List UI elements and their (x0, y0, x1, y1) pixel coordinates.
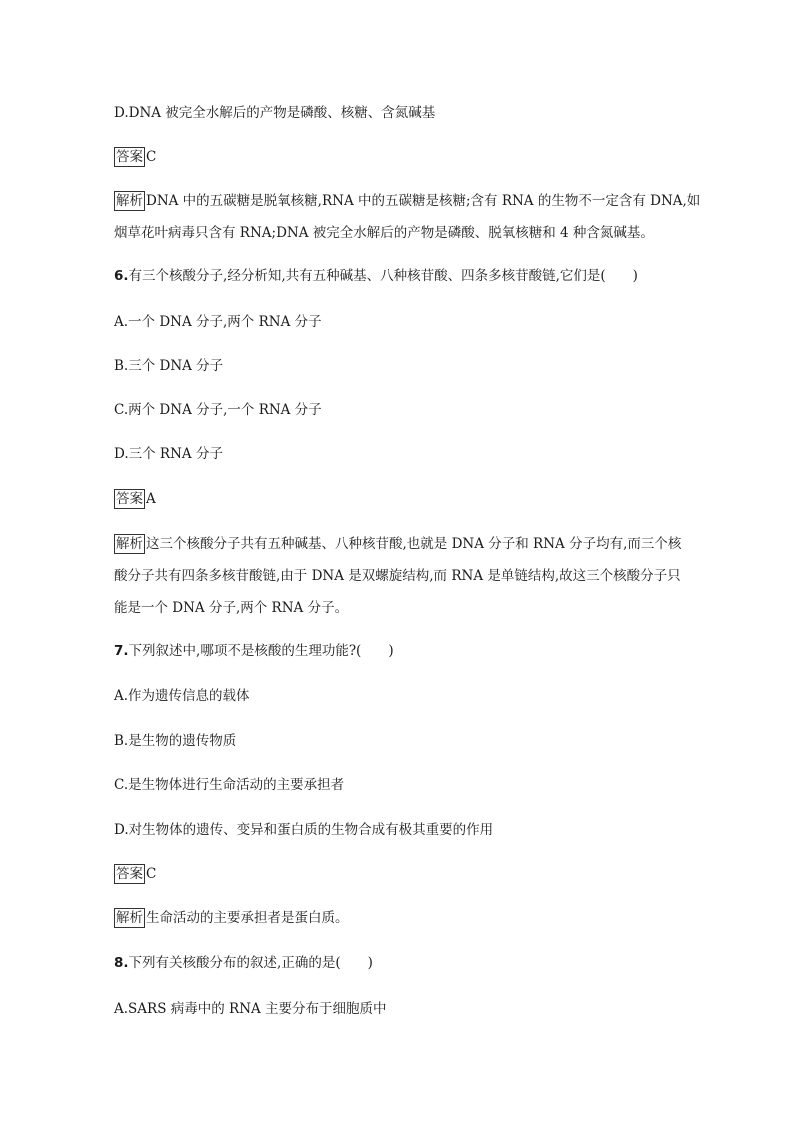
q6-analysis-text-1: 这三个核酸分子共有五种碱基、八种核苷酸,也就是 DNA 分子和 RNA 分子均有,而三个核 (146, 536, 682, 552)
q8-number: 8. (114, 955, 129, 971)
q7-option-a: A.作为遗传信息的载体 (114, 688, 250, 704)
q7-stem: 下列叙述中,哪项不是核酸的生理功能?( ) (128, 643, 394, 659)
q5-answer-line (114, 147, 156, 167)
q6-option-b: B.三个 DNA 分子 (114, 358, 224, 374)
q7-option-d: D.对生物体的遗传、变异和蛋白质的生物合成有极其重要的作用 (114, 822, 494, 838)
answer-tag: 答案 (116, 866, 143, 882)
q7-analysis-text-1: 生命活动的主要承担者是蛋白质。 (146, 910, 349, 926)
q7-analysis-line-1 (114, 908, 349, 928)
q7-stem-line (114, 641, 394, 661)
q5-option-d: D.DNA 被完全水解后的产物是磷酸、核糖、含氮碱基 (114, 105, 436, 121)
q7-answer: C (146, 866, 157, 882)
q6-option-a: A.一个 DNA 分子,两个 RNA 分子 (114, 314, 322, 330)
q6-option-c: C.两个 DNA 分子,一个 RNA 分子 (114, 402, 322, 418)
q6-analysis-line-2: 酸分子共有四条多核苷酸链,由于 DNA 是双螺旋结构,而 RNA 是单链结构,故这三个核酸分子只 (114, 568, 681, 584)
q8-stem: 下列有关核酸分布的叙述,正确的是( ) (128, 955, 373, 971)
q6-stem: 有三个核酸分子,经分析知,共有五种碱基、八种核苷酸、四条多核苷酸链,它们是( ) (128, 268, 638, 284)
q7-number: 7. (114, 643, 129, 659)
analysis-tag: 解析 (116, 536, 143, 552)
q7-option-c: C.是生物体进行生命活动的主要承担者 (114, 777, 345, 793)
q5-analysis-line-1 (114, 191, 700, 211)
q5-analysis-line-2: 烟草花叶病毒只含有 RNA;DNA 被完全水解后的产物是磷酸、脱氧核糖和 4 种含氮碱基。 (114, 225, 654, 241)
q7-answer-line (114, 864, 156, 884)
q6-answer-line (114, 489, 156, 509)
q6-analysis-line-1 (114, 534, 681, 554)
q6-analysis-line-3: 能是一个 DNA 分子,两个 RNA 分子。 (114, 600, 349, 616)
q8-stem-line (114, 953, 373, 973)
answer-tag: 答案 (116, 491, 143, 507)
q7-option-b: B.是生物的遗传物质 (114, 733, 237, 749)
analysis-tag: 解析 (116, 910, 143, 926)
q5-analysis-text-1: DNA 中的五碳糖是脱氧核糖,RNA 中的五碳糖是核糖;含有 RNA 的生物不一定含有 DNA,如 (146, 193, 701, 209)
q5-answer: C (146, 149, 157, 165)
q6-stem-line (114, 266, 638, 286)
q8-option-a: A.SARS 病毒中的 RNA 主要分布于细胞质中 (114, 1001, 387, 1017)
q6-option-d: D.三个 RNA 分子 (114, 446, 223, 462)
analysis-tag: 解析 (116, 193, 143, 209)
q6-number: 6. (114, 268, 129, 284)
answer-tag: 答案 (116, 149, 143, 165)
q6-answer: A (146, 491, 156, 507)
